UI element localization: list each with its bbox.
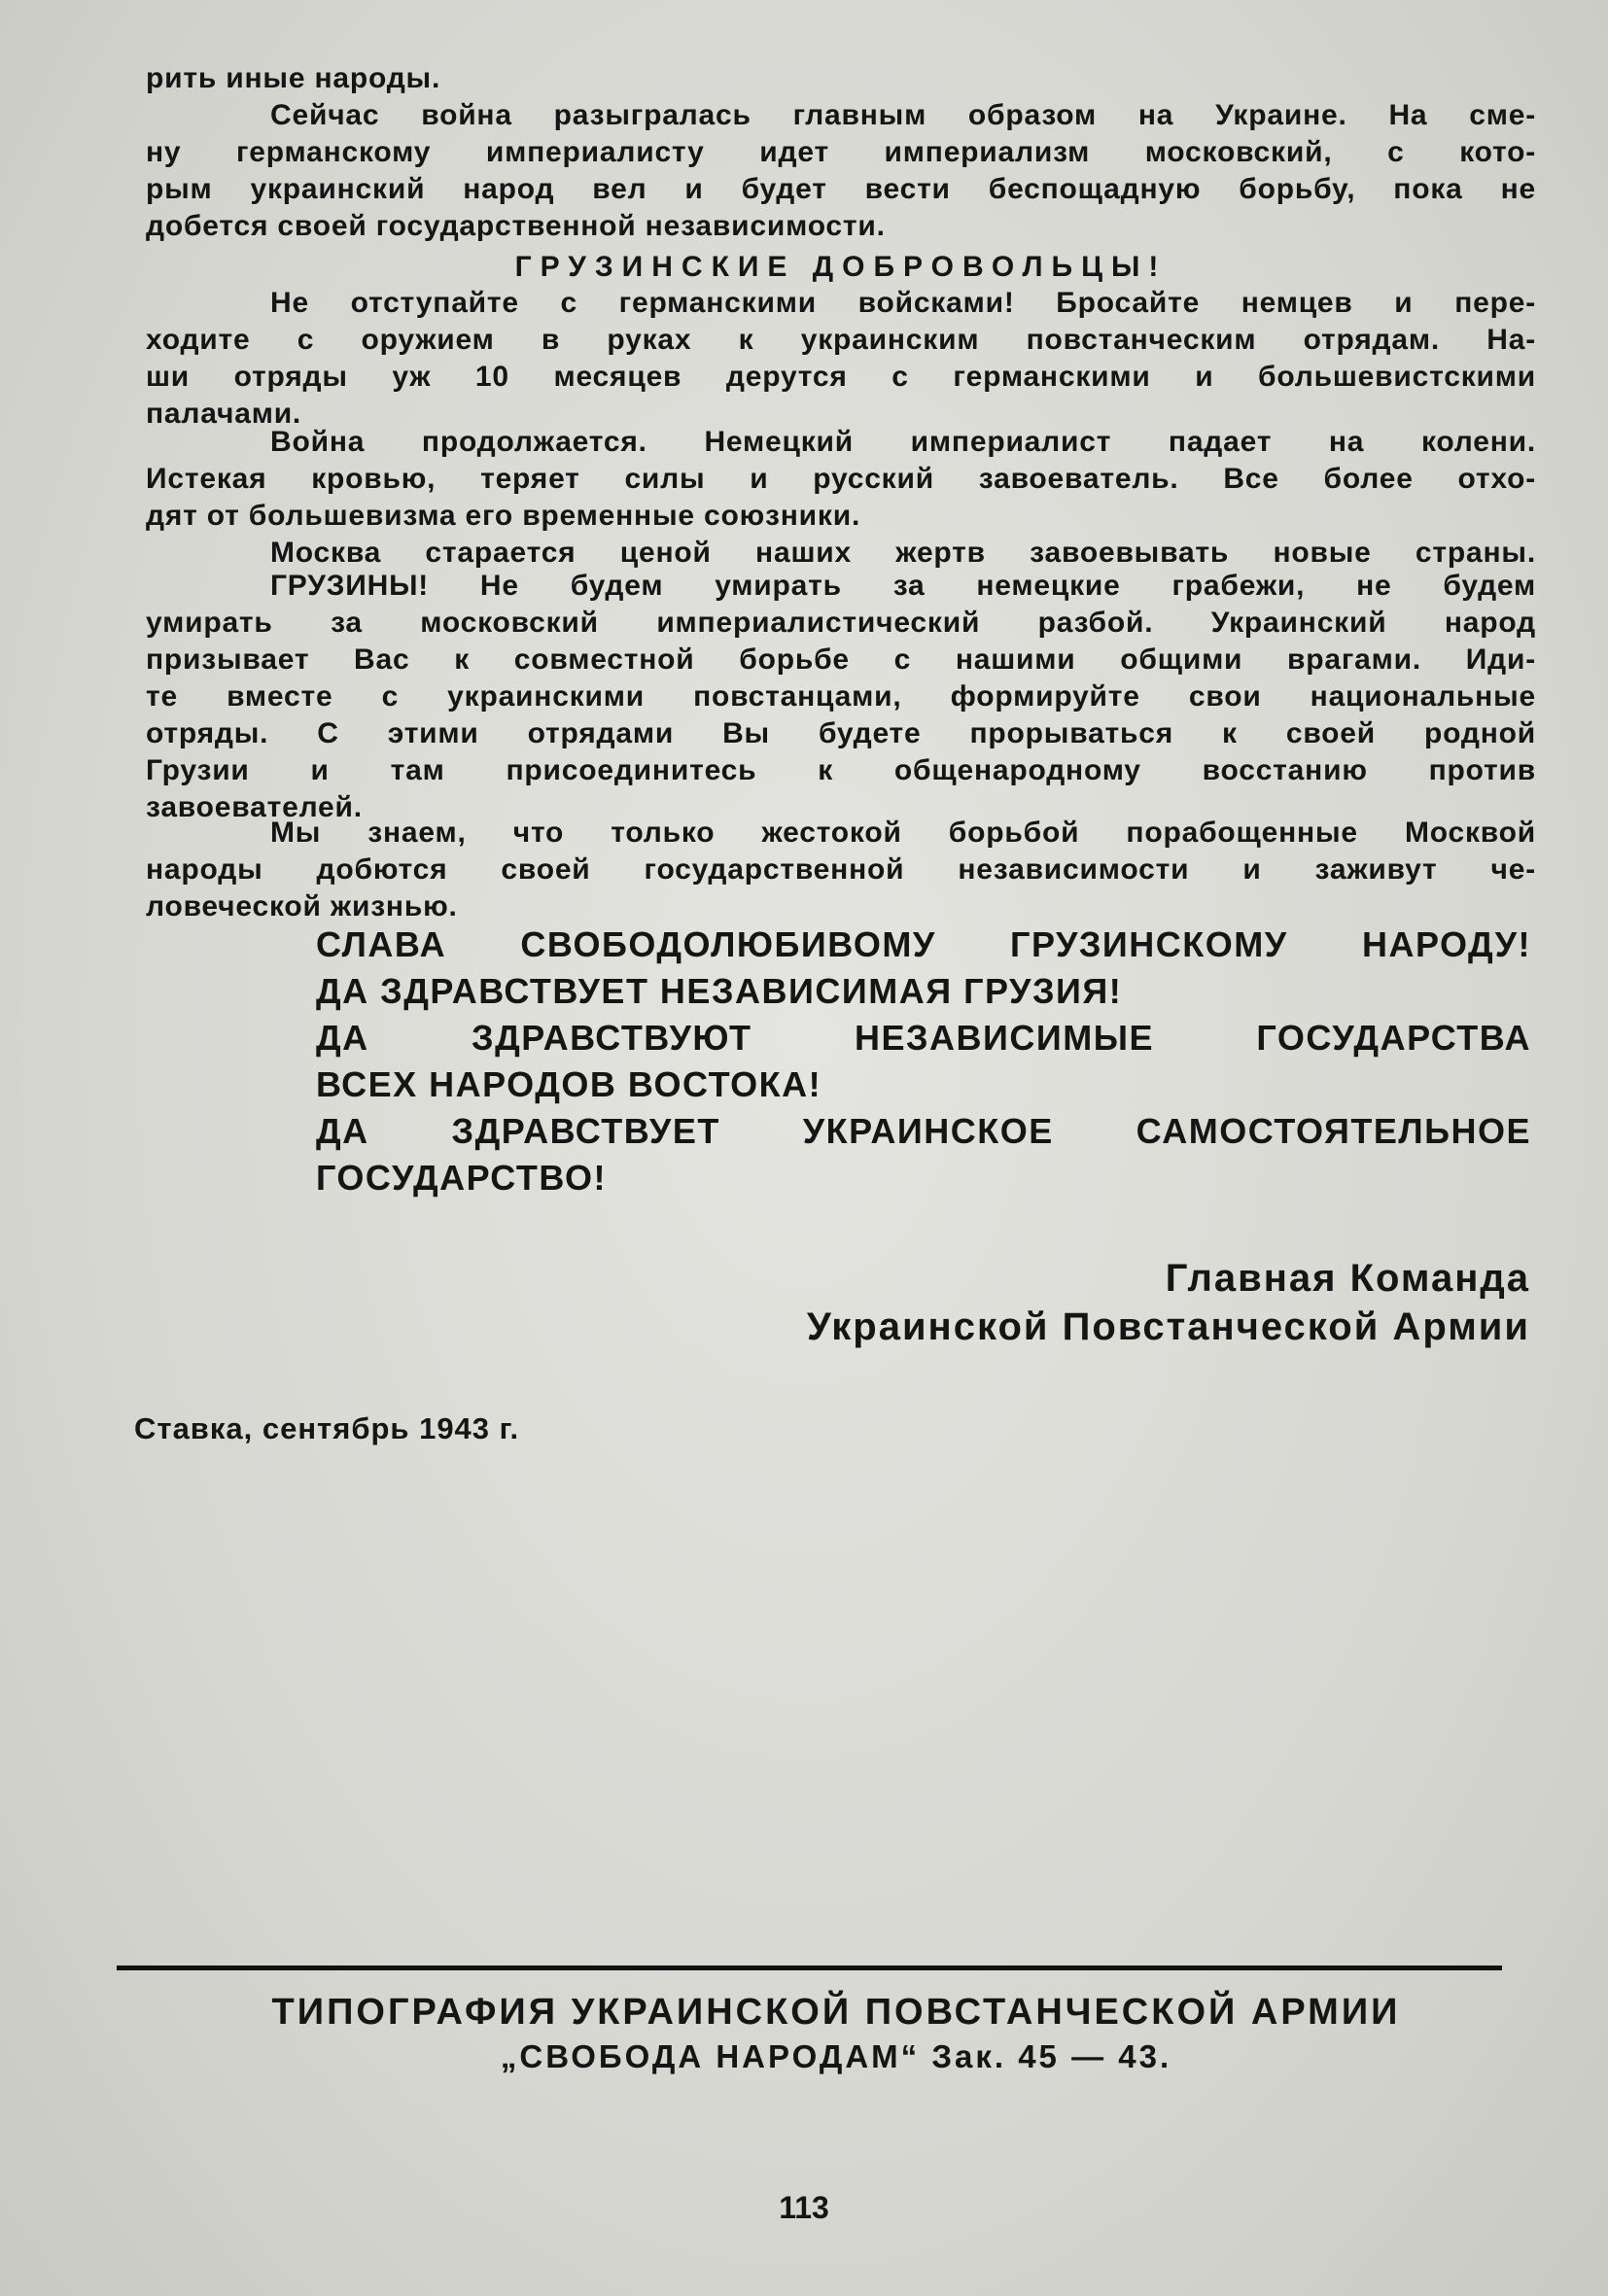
text-line: отряды. С этими отрядами Вы будете прорываться к своей родной xyxy=(146,717,1536,749)
imprint-line-2: „СВОБОДА НАРОДАМ“ Зак. 45 — 43. xyxy=(500,2038,1172,2074)
text-line: умирать за московский империалистический разбой. Украинский народ xyxy=(146,607,1536,639)
slogan-line: ДА ЗДРАВСТВУЮТ НЕЗАВИСИМЫЕ ГОСУДАРСТВА xyxy=(316,1018,1531,1058)
opening-paragraph xyxy=(146,60,1536,245)
text-line: рым украинский народ вел и будет вести беспощадную борьбу, пока не xyxy=(146,173,1536,205)
imprint-line-1: ТИПОГРАФИЯ УКРАИНСКОЙ ПОВСТАНЧЕСКОЙ АРМИИ xyxy=(271,1992,1401,2033)
text-line: Сейчас война разыгралась главным образом на Украине. На сме- xyxy=(270,99,1536,131)
paragraph-3 xyxy=(146,535,1536,572)
text-line: рить иные народы. xyxy=(146,62,441,94)
signature-line-2: Украинской Повстанческой Армии xyxy=(806,1305,1530,1348)
text-line: Москва старается ценой наших жертв завоевывать новые страны. xyxy=(270,537,1536,569)
signature-block xyxy=(807,1254,1530,1351)
slogan-line: ДА ЗДРАВСТВУЕТ НЕЗАВИСИМАЯ ГРУЗИЯ! xyxy=(316,971,1123,1011)
printer-imprint xyxy=(204,1989,1468,2078)
appeal-heading-block xyxy=(146,248,1536,287)
slogan-line: ВСЕХ НАРОДОВ ВОСТОКА! xyxy=(316,1064,822,1104)
text-line: ходите с оружием в руках к украинским повстанческим отрядам. На- xyxy=(146,324,1536,356)
text-line: Война продолжается. Немецкий империалист падает на колени. xyxy=(270,426,1536,458)
text-line: ловеческой жизнью. xyxy=(146,890,458,922)
text-line: призывает Вас к совместной борьбе с нашими общими врагами. Иди- xyxy=(146,644,1536,676)
page-number: 113 xyxy=(779,2190,829,2225)
text-line: Грузии и там присоединитесь к общенародному восстанию против xyxy=(146,754,1536,786)
text-line: ши отряды уж 10 месяцев дерутся с германскими и большевистскими xyxy=(146,361,1536,393)
text-line: Не отступайте с германскими войсками! Бросайте немцев и пере- xyxy=(270,287,1536,319)
text-line: Истекая кровью, теряет силы и русский завоеватель. Все более отхо- xyxy=(146,463,1536,495)
text-line: ну германскому империалисту идет империализм московский, с кото- xyxy=(146,136,1536,168)
text-line: завоевателей. xyxy=(146,791,363,823)
divider-rule xyxy=(117,1966,1502,1970)
text-line: дят от большевизма его временные союзники. xyxy=(146,500,861,532)
text-line: Мы знаем, что только жестокой борьбой порабощенные Москвой xyxy=(270,817,1536,849)
paragraph-5 xyxy=(146,815,1536,925)
signature-line-1: Главная Команда xyxy=(1165,1257,1530,1300)
appeal-heading: ГРУЗИНСКИЕ ДОБРОВОЛЬЦЫ! xyxy=(514,251,1168,283)
text-line: добется своей государственной независимости. xyxy=(146,210,886,242)
paragraph-2 xyxy=(146,424,1536,535)
text-line: ГРУЗИНЫ! Не будем умирать за немецкие грабежи, не будем xyxy=(270,570,1536,602)
text-line: те вместе с украинскими повстанцами, формируйте свои национальные xyxy=(146,680,1536,713)
text-line: палачами. xyxy=(146,398,302,430)
paragraph-4 xyxy=(146,568,1536,826)
text-line: народы добются своей государственной независимости и заживут че- xyxy=(146,853,1536,886)
slogan-line: СЛАВА СВОБОДОЛЮБИВОМУ ГРУЗИНСКОМУ НАРОДУ! xyxy=(316,924,1531,964)
slogan-line: ДА ЗДРАВСТВУЕТ УКРАИНСКОЕ САМОСТОЯТЕЛЬНОЕ xyxy=(316,1111,1531,1151)
slogans-block xyxy=(316,922,1531,1201)
slogan-line: ГОСУДАРСТВО! xyxy=(316,1158,607,1198)
place-date: Ставка, сентябрь 1943 г. xyxy=(134,1411,520,1445)
paragraph-1 xyxy=(146,285,1536,433)
